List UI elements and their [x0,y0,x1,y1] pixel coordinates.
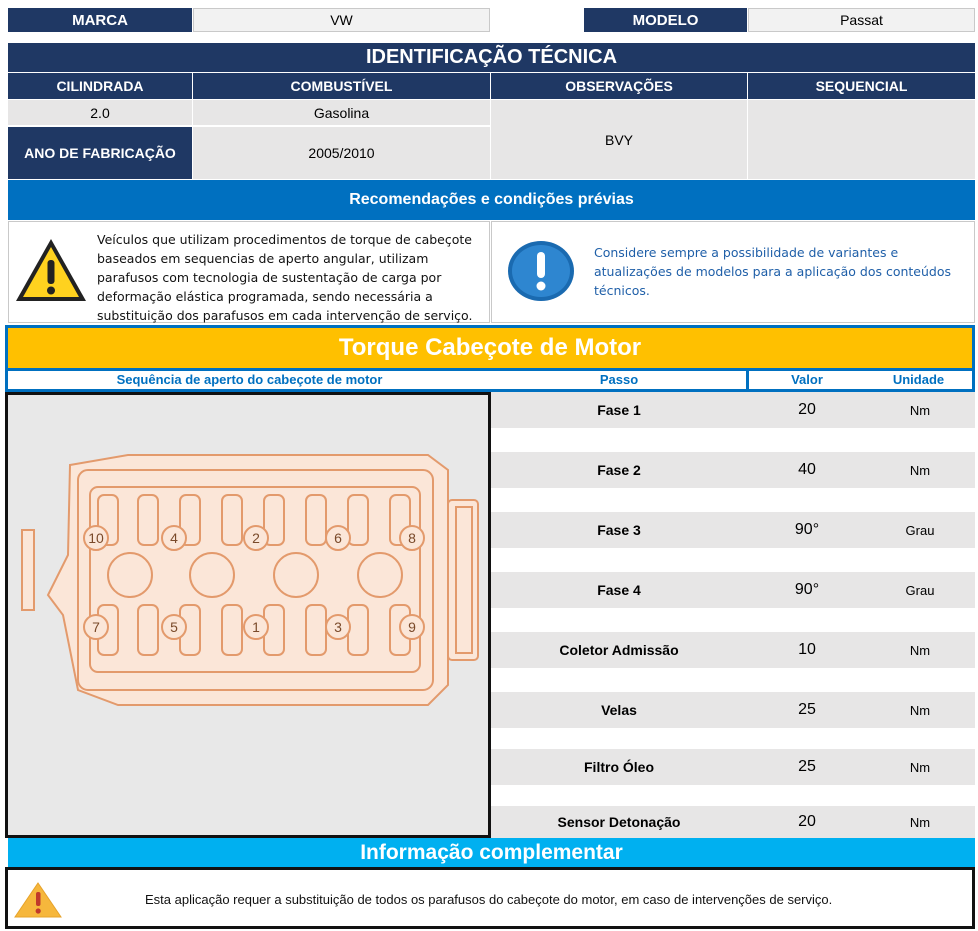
cylinder-head-diagram [5,392,491,838]
row-spacer [491,428,975,452]
step-row [491,512,975,548]
step-passo: Fase 1 [597,402,641,418]
bolt-number: 9 [408,619,416,635]
cilindrada-value: 2.0 [8,100,192,125]
bolt-number: 10 [88,530,104,546]
info-box [491,221,975,323]
cylinder-head-drawing [8,395,488,835]
step-unidade: Grau [905,582,935,598]
col-unidade: Unidade [892,372,945,387]
warning-box [8,221,490,323]
observacoes-value: BVY [491,100,747,179]
step-row [491,749,975,785]
info-text: Considere sempre a possibilidade de variantes e atualizações de modelos para a aplicação dos conteúdos técnicos. [594,245,952,298]
complementar-box [5,867,975,929]
col-passo: Passo [599,372,639,387]
step-unidade: Grau [905,522,935,538]
combustivel-value: Gasolina [193,100,490,125]
col-valor: Valor [791,372,823,387]
step-valor: 90° [794,581,820,598]
torque-title: Torque Cabeçote de Motor [8,328,972,368]
step-valor: 25 [798,701,816,718]
step-row [491,806,975,838]
col-sequencial: SEQUENCIAL [748,73,975,99]
col-observacoes: OBSERVAÇÕES [491,73,747,99]
col-cilindrada: CILINDRADA [8,73,192,99]
bolt-number: 7 [92,619,100,635]
bolt-number: 2 [252,530,260,546]
col-combustivel: COMBUSTÍVEL [193,73,490,99]
row-spacer [491,548,975,572]
step-row [491,692,975,728]
step-unidade: Nm [909,402,931,418]
step-valor: 40 [798,461,816,478]
bolt-number: 3 [334,619,342,635]
step-valor: 10 [798,641,816,658]
bolt-number: 6 [334,530,342,546]
warning-triangle-icon [13,236,89,304]
ano-label: ANO DE FABRICAÇÃO [8,127,192,179]
bolt-number: 5 [170,619,178,635]
marca-label: MARCA [8,8,192,32]
step-passo: Coletor Admissão [559,642,679,658]
step-valor: 20 [798,401,816,418]
bolt-number: 1 [252,619,260,635]
modelo-value: Passat [748,8,975,32]
step-unidade: Nm [909,462,931,478]
step-valor: 25 [798,758,816,775]
row-spacer [491,608,975,632]
ano-value: 2005/2010 [193,127,490,179]
sequencial-value [748,100,975,179]
col-sequencia: Sequência de aperto do cabeçote de motor [116,372,383,387]
warning-triangle-icon [13,881,63,919]
step-passo: Sensor Detonação [557,814,681,830]
step-row [491,392,975,428]
step-valor: 20 [798,813,816,830]
step-row [491,452,975,488]
complementar-text: Esta aplicação requer a substituição de todos os parafusos do cabeçote do motor, em caso de intervenções de serviço. [145,892,833,907]
step-row [491,572,975,608]
step-unidade: Nm [909,814,931,830]
step-passo: Velas [601,702,637,718]
recomendacoes-title: Recomendações e condições prévias [8,180,975,220]
steps-table [491,392,975,838]
step-passo: Fase 2 [597,462,641,478]
row-spacer [491,728,975,749]
step-passo: Filtro Óleo [584,759,654,775]
step-unidade: Nm [909,702,931,718]
identificacao-title: IDENTIFICAÇÃO TÉCNICA [8,43,975,72]
step-valor: 90° [794,521,820,538]
row-spacer [491,488,975,512]
step-unidade: Nm [909,642,931,658]
modelo-label: MODELO [584,8,747,32]
step-passo: Fase 4 [597,582,641,598]
warning-text: Veículos que utilizam procedimentos de torque de cabeçote baseados em sequencias de aperto angular, utilizam parafusos com tecnologia de sustentação de carga por deformação elástica programada, sendo necessária a substituição dos parafusos em cada intervenção de serviço. [97,232,473,323]
step-passo: Fase 3 [597,522,641,538]
row-spacer [491,668,975,692]
row-spacer [491,785,975,806]
complementar-title: Informação complementar [8,838,975,867]
step-unidade: Nm [909,759,931,775]
step-row [491,632,975,668]
bolt-number: 8 [408,530,416,546]
marca-value: VW [193,8,490,32]
info-exclamation-icon [507,240,575,302]
bolt-number: 4 [170,530,178,546]
